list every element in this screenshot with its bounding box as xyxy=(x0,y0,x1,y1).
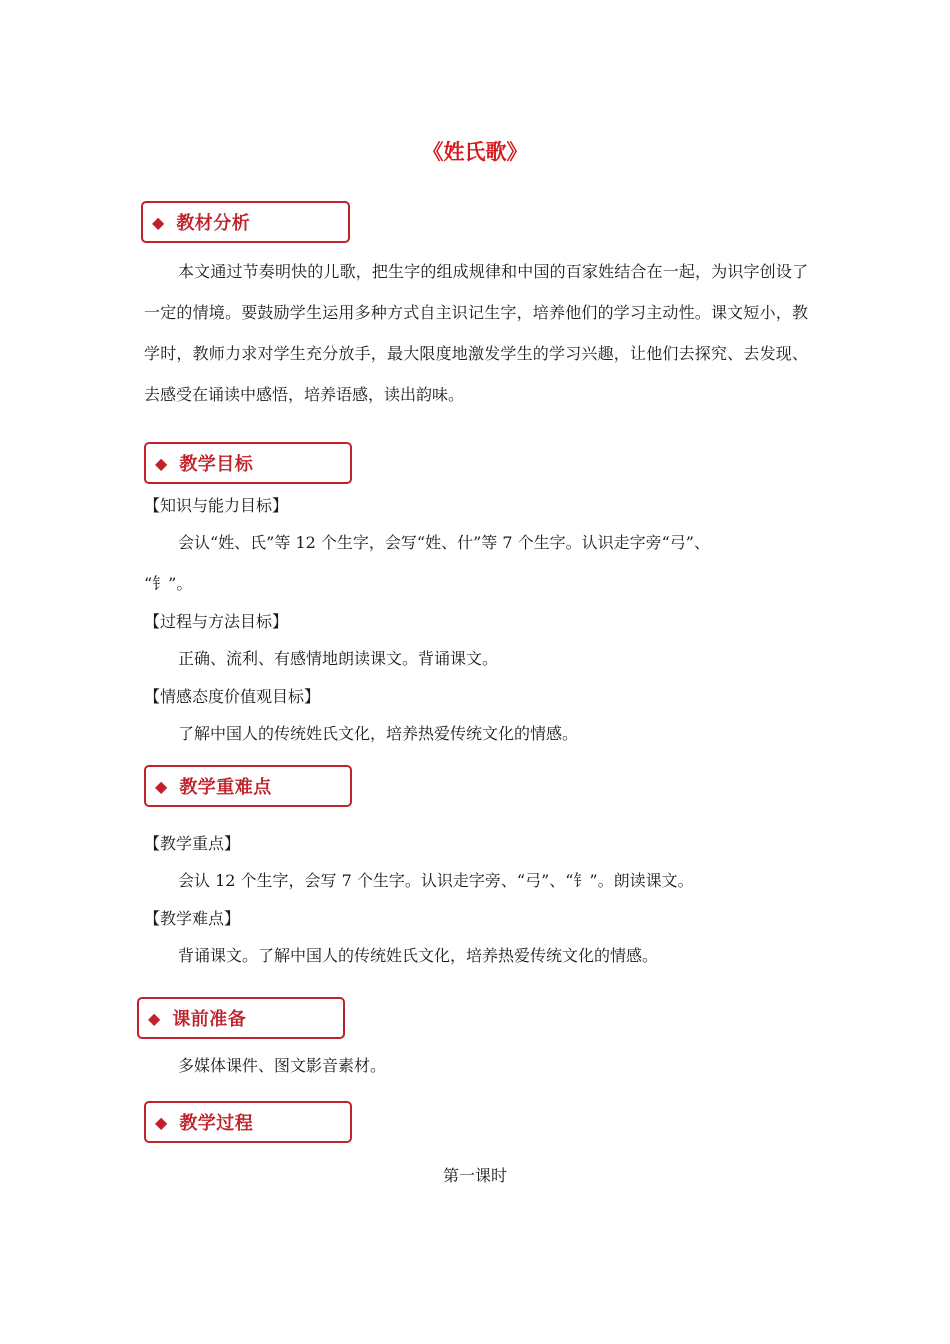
section-header-process xyxy=(144,1101,352,1143)
diamond-icon: ◆ xyxy=(152,212,165,232)
emotion-goal-label: 【情感态度价值观目标】 xyxy=(144,687,321,706)
page-title: 《姓氏歌》 xyxy=(422,140,528,164)
section-header-goals xyxy=(144,442,352,484)
difficult-point-text: 背诵课文。了解中国人的传统姓氏文化，培养热爱传统文化的情感。 xyxy=(178,946,659,965)
section-title-key-points: 教学重难点 xyxy=(179,777,272,798)
key-point-label: 【教学重点】 xyxy=(144,834,241,853)
materials-paragraph: 本文通过节奏明快的儿歌，把生字的组成规律和中国的百家姓结合在一起，为识字创设了一定的情境。要鼓励学生运用多种方式自主识记生字，培养他们的学习主动性。课文短小，教学时，教师力求对学生充分放手，最大限度地激发学生的学习兴趣，让他们去探究、去发现、去感受在诵读中感悟，培养语感，读出韵味。 xyxy=(144,262,808,404)
diamond-icon: ◆ xyxy=(155,1112,168,1132)
key-point-text: 会认 12 个生字，会写 7 个生字。认识走字旁、“弓”、“钅”。朗读课文。 xyxy=(178,871,694,890)
process-goal-label: 【过程与方法目标】 xyxy=(144,612,289,631)
section-header-key-points xyxy=(144,765,352,807)
difficult-point-label: 【教学难点】 xyxy=(144,909,241,928)
process-goal-text: 正确、流利、有感情地朗读课文。背诵课文。 xyxy=(178,649,499,668)
section-title-process: 教学过程 xyxy=(179,1113,254,1134)
knowledge-goal-label: 【知识与能力目标】 xyxy=(144,496,289,515)
diamond-icon: ◆ xyxy=(155,776,168,796)
diamond-icon: ◆ xyxy=(155,453,168,473)
lesson-label: 第一课时 xyxy=(442,1166,507,1185)
knowledge-goal-text-line2: “钅”。 xyxy=(144,574,193,593)
section-title-preparation: 课前准备 xyxy=(172,1009,247,1030)
section-title-goals: 教学目标 xyxy=(179,454,254,475)
section-title-materials: 教材分析 xyxy=(176,213,251,234)
knowledge-goal-text-line1: 会认“姓、氏”等 12 个生字，会写“姓、什”等 7 个生字。认识走字旁“弓”、 xyxy=(178,533,710,552)
diamond-icon: ◆ xyxy=(148,1008,161,1028)
section-header-preparation xyxy=(137,997,345,1039)
section-header-materials xyxy=(141,201,350,243)
preparation-text: 多媒体课件、图文影音素材。 xyxy=(178,1056,387,1075)
emotion-goal-text: 了解中国人的传统姓氏文化，培养热爱传统文化的情感。 xyxy=(178,724,579,743)
